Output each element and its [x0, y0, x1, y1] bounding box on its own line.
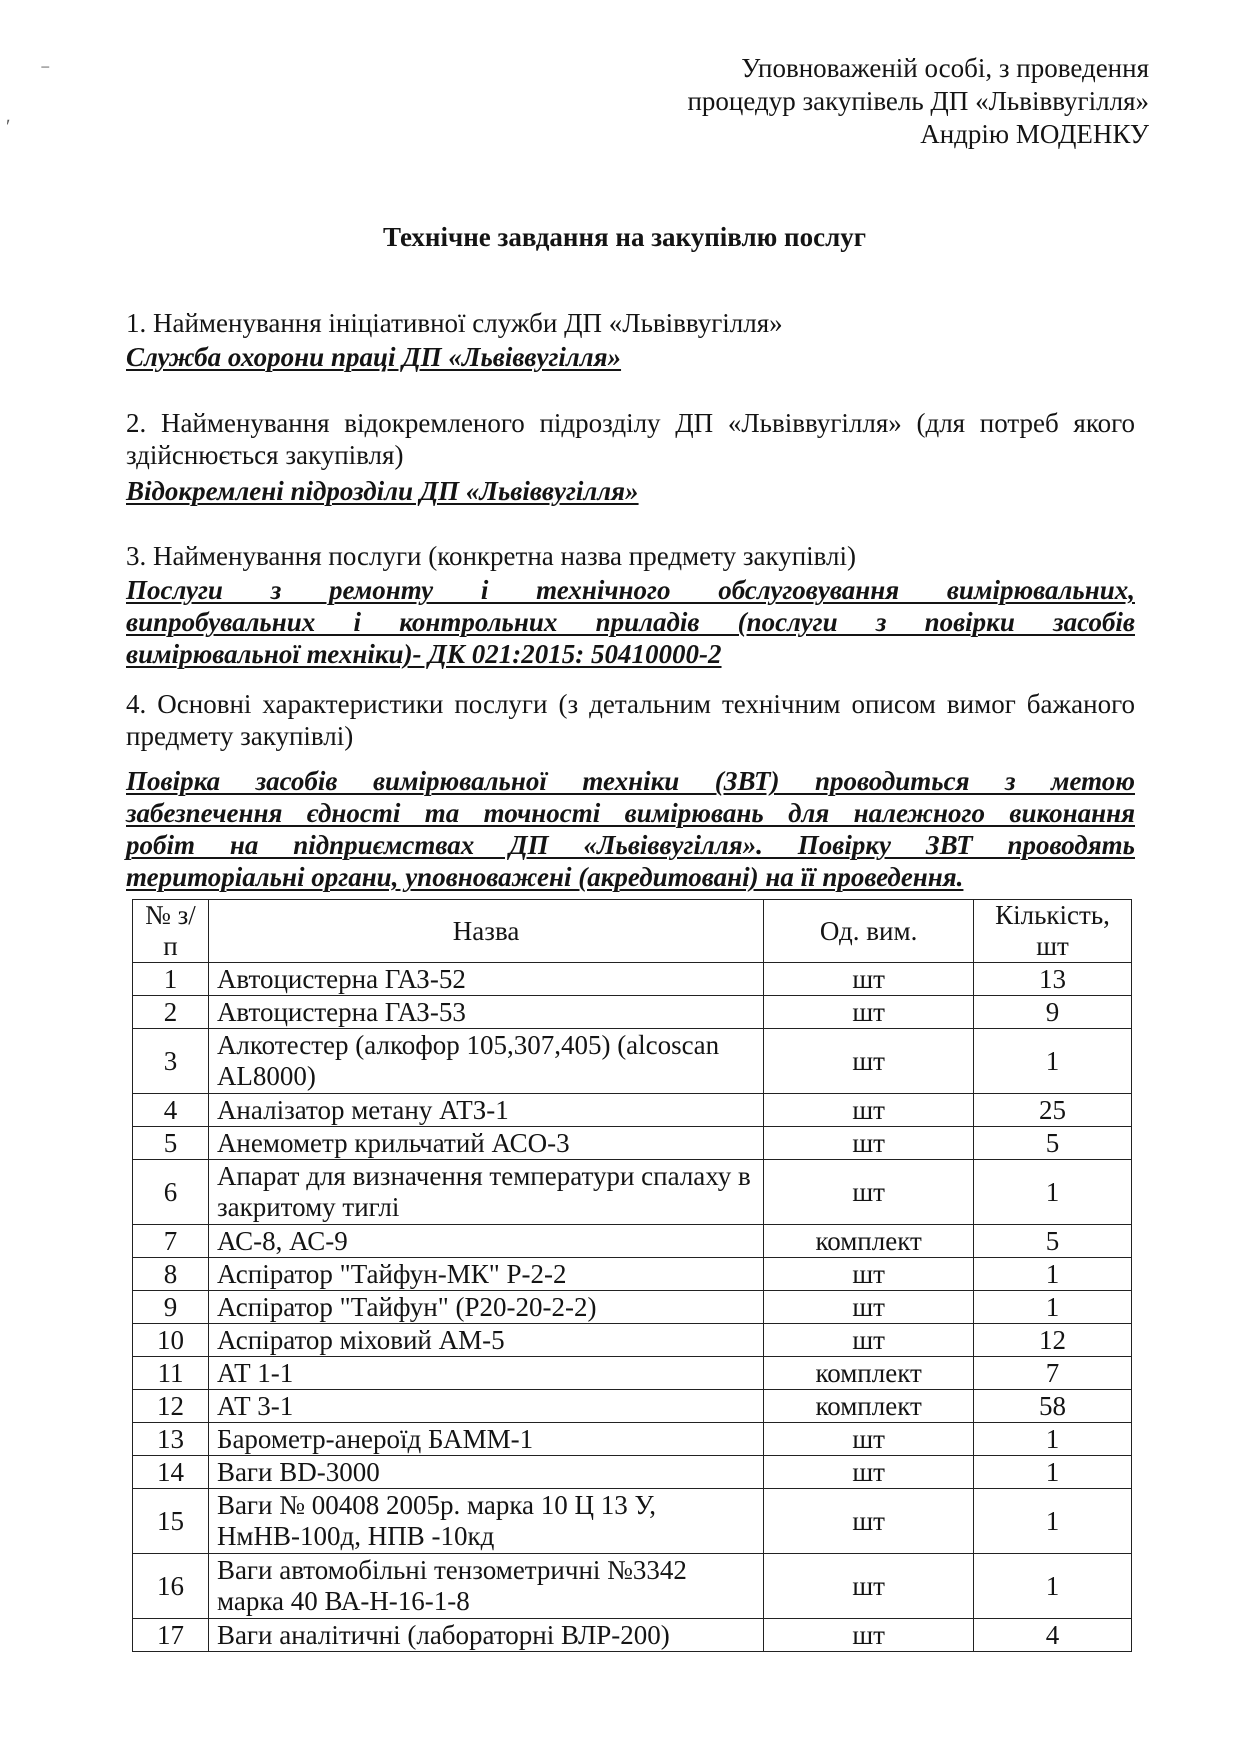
cell-number: 9 — [133, 1291, 209, 1324]
cell-quantity: 1 — [974, 1423, 1132, 1456]
table-row — [133, 1127, 1132, 1160]
cell-quantity: 1 — [974, 1489, 1132, 1554]
cell-number: 1 — [133, 963, 209, 996]
section-4-answer-line: Повірка засобів вимірювальної техніки (ЗВТ) проводиться з метою — [126, 766, 1135, 796]
section-3-answer-line-wrap — [126, 638, 1135, 670]
cell-quantity: 1 — [974, 1456, 1132, 1489]
cell-unit: шт — [764, 996, 974, 1029]
section-4-answer-line-wrap — [126, 861, 1135, 893]
cell-name: Ваги аналітичні (лабораторні ВЛР-200) — [208, 1619, 763, 1652]
cell-name: Автоцистерна ГАЗ-53 — [208, 996, 763, 1029]
cell-name: Апарат для визначення температури спалаху в закритому тиглі — [208, 1160, 763, 1225]
section-4-answer-line: забезпечення єдності та точності вимірювань для належного виконання — [126, 798, 1135, 828]
items-table — [132, 899, 1132, 1652]
section-3-answer-line: випробувальних і контрольних приладів (послуги з повірки засобів — [126, 607, 1135, 637]
cell-quantity: 1 — [974, 1291, 1132, 1324]
cell-unit: комплект — [764, 1225, 974, 1258]
col-header-unit: Од. вим. — [764, 900, 974, 963]
cell-unit: шт — [764, 1456, 974, 1489]
cell-name: Алкотестер (алкофор 105,307,405) (alcoscan AL8000) — [208, 1029, 763, 1094]
cell-number: 2 — [133, 996, 209, 1029]
scan-mark: ʹ — [6, 116, 11, 138]
table-row — [133, 1619, 1132, 1652]
cell-number: 15 — [133, 1489, 209, 1554]
cell-name: Ваги BD-3000 — [208, 1456, 763, 1489]
cell-number: 17 — [133, 1619, 209, 1652]
table-row — [133, 1160, 1132, 1225]
cell-unit: шт — [764, 1258, 974, 1291]
cell-quantity: 1 — [974, 1258, 1132, 1291]
cell-unit: шт — [764, 1423, 974, 1456]
cell-number: 10 — [133, 1324, 209, 1357]
cell-quantity: 12 — [974, 1324, 1132, 1357]
table-row — [133, 996, 1132, 1029]
section-4-answer-line: робіт на підприємствах ДП «Львіввугілля». Повірку ЗВТ проводять — [126, 830, 1135, 860]
cell-name: Ваги № 00408 2005р. марка 10 Ц 13 У, НмНВ-100д, НПВ -10кд — [208, 1489, 763, 1554]
cell-unit: комплект — [764, 1357, 974, 1390]
cell-number: 3 — [133, 1029, 209, 1094]
table-row — [133, 1029, 1132, 1094]
table-row — [133, 1456, 1132, 1489]
cell-unit: шт — [764, 1029, 974, 1094]
table-row — [133, 1324, 1132, 1357]
cell-unit: шт — [764, 1094, 974, 1127]
cell-name: Барометр-анероїд БАММ-1 — [208, 1423, 763, 1456]
col-header-number: № з/п — [133, 900, 209, 963]
table-row — [133, 1489, 1132, 1554]
cell-unit: шт — [764, 1324, 974, 1357]
cell-number: 11 — [133, 1357, 209, 1390]
table-row — [133, 1390, 1132, 1423]
cell-quantity: 13 — [974, 963, 1132, 996]
addressee-block — [687, 52, 1149, 151]
section-1-answer-text: Служба охорони праці ДП «Львіввугілля» — [126, 342, 622, 372]
cell-quantity: 5 — [974, 1127, 1132, 1160]
table-row — [133, 1291, 1132, 1324]
cell-number: 8 — [133, 1258, 209, 1291]
cell-quantity: 58 — [974, 1390, 1132, 1423]
cell-name: Аспіратор "Тайфун-МК" Р-2-2 — [208, 1258, 763, 1291]
cell-unit: шт — [764, 1127, 974, 1160]
cell-name: Аспіратор міховий АМ-5 — [208, 1324, 763, 1357]
section-2-answer — [126, 475, 1135, 507]
cell-number: 16 — [133, 1554, 209, 1619]
cell-number: 12 — [133, 1390, 209, 1423]
cell-unit: шт — [764, 963, 974, 996]
cell-name: АТ 1-1 — [208, 1357, 763, 1390]
section-4-heading: 4. Основні характеристики послуги (з детальним технічним описом вимог бажаного предмету закупівлі) — [126, 689, 1135, 751]
cell-name: Ваги автомобільні тензометричні №3342 марка 40 ВА-Н-16-1-8 — [208, 1554, 763, 1619]
cell-quantity: 4 — [974, 1619, 1132, 1652]
cell-name: Аналізатор метану АТЗ-1 — [208, 1094, 763, 1127]
cell-number: 13 — [133, 1423, 209, 1456]
section-3-heading: 3. Найменування послуги (конкретна назва предмету закупівлі) — [126, 541, 857, 571]
cell-number: 5 — [133, 1127, 209, 1160]
table-row — [133, 1258, 1132, 1291]
cell-unit: комплект — [764, 1390, 974, 1423]
cell-number: 4 — [133, 1094, 209, 1127]
section-3-answer-line: Послуги з ремонту і технічного обслуговування вимірювальних, — [126, 575, 1135, 605]
cell-quantity: 1 — [974, 1029, 1132, 1094]
section-2-answer-text: Відокремлені підрозділи ДП «Львіввугілля» — [126, 476, 639, 506]
col-header-name: Назва — [208, 900, 763, 963]
section-4-answer-line: територіальні органи, уповноважені (акредитовані) на її проведення. — [126, 862, 964, 892]
cell-number: 14 — [133, 1456, 209, 1489]
cell-name: АТ 3-1 — [208, 1390, 763, 1423]
cell-name: Аспіратор "Тайфун" (Р20-20-2-2) — [208, 1291, 763, 1324]
cell-quantity: 9 — [974, 996, 1132, 1029]
table-body — [133, 963, 1132, 1652]
addressee-line: Уповноваженій особі, з проведення — [741, 53, 1149, 83]
table-row — [133, 1554, 1132, 1619]
cell-quantity: 25 — [974, 1094, 1132, 1127]
cell-unit: шт — [764, 1554, 974, 1619]
cell-name: АС-8, АС-9 — [208, 1225, 763, 1258]
addressee-line: процедур закупівель ДП «Львіввугілля» — [687, 86, 1149, 116]
section-2-heading: 2. Найменування відокремленого підрозділу ДП «Львіввугілля» (для потреб якого здійснюється закупівля) — [126, 408, 1135, 470]
table-row — [133, 963, 1132, 996]
cell-quantity: 5 — [974, 1225, 1132, 1258]
cell-unit: шт — [764, 1489, 974, 1554]
cell-unit: шт — [764, 1619, 974, 1652]
table-row — [133, 1094, 1132, 1127]
section-1-heading: 1. Найменування ініціативної служби ДП «Львіввугілля» — [126, 308, 783, 338]
table-row — [133, 1423, 1132, 1456]
table-header-row — [133, 900, 1132, 963]
scan-mark: ⁻ — [40, 60, 51, 82]
cell-name: Автоцистерна ГАЗ-52 — [208, 963, 763, 996]
section-3-answer-line: вимірювальної техніки)- ДК 021:2015: 50410000-2 — [126, 639, 722, 669]
table-row — [133, 1225, 1132, 1258]
cell-number: 6 — [133, 1160, 209, 1225]
table-row — [133, 1357, 1132, 1390]
cell-quantity: 1 — [974, 1554, 1132, 1619]
cell-quantity: 7 — [974, 1357, 1132, 1390]
cell-unit: шт — [764, 1291, 974, 1324]
document-title: Технічне завдання на закупівлю послуг — [383, 222, 866, 252]
cell-name: Анемометр крильчатий АСО-3 — [208, 1127, 763, 1160]
cell-number: 7 — [133, 1225, 209, 1258]
col-header-quantity: Кількість, шт — [974, 900, 1132, 963]
cell-unit: шт — [764, 1160, 974, 1225]
addressee-name: Андрію МОДЕНКУ — [920, 119, 1149, 149]
section-1-answer — [126, 341, 1135, 373]
cell-quantity: 1 — [974, 1160, 1132, 1225]
